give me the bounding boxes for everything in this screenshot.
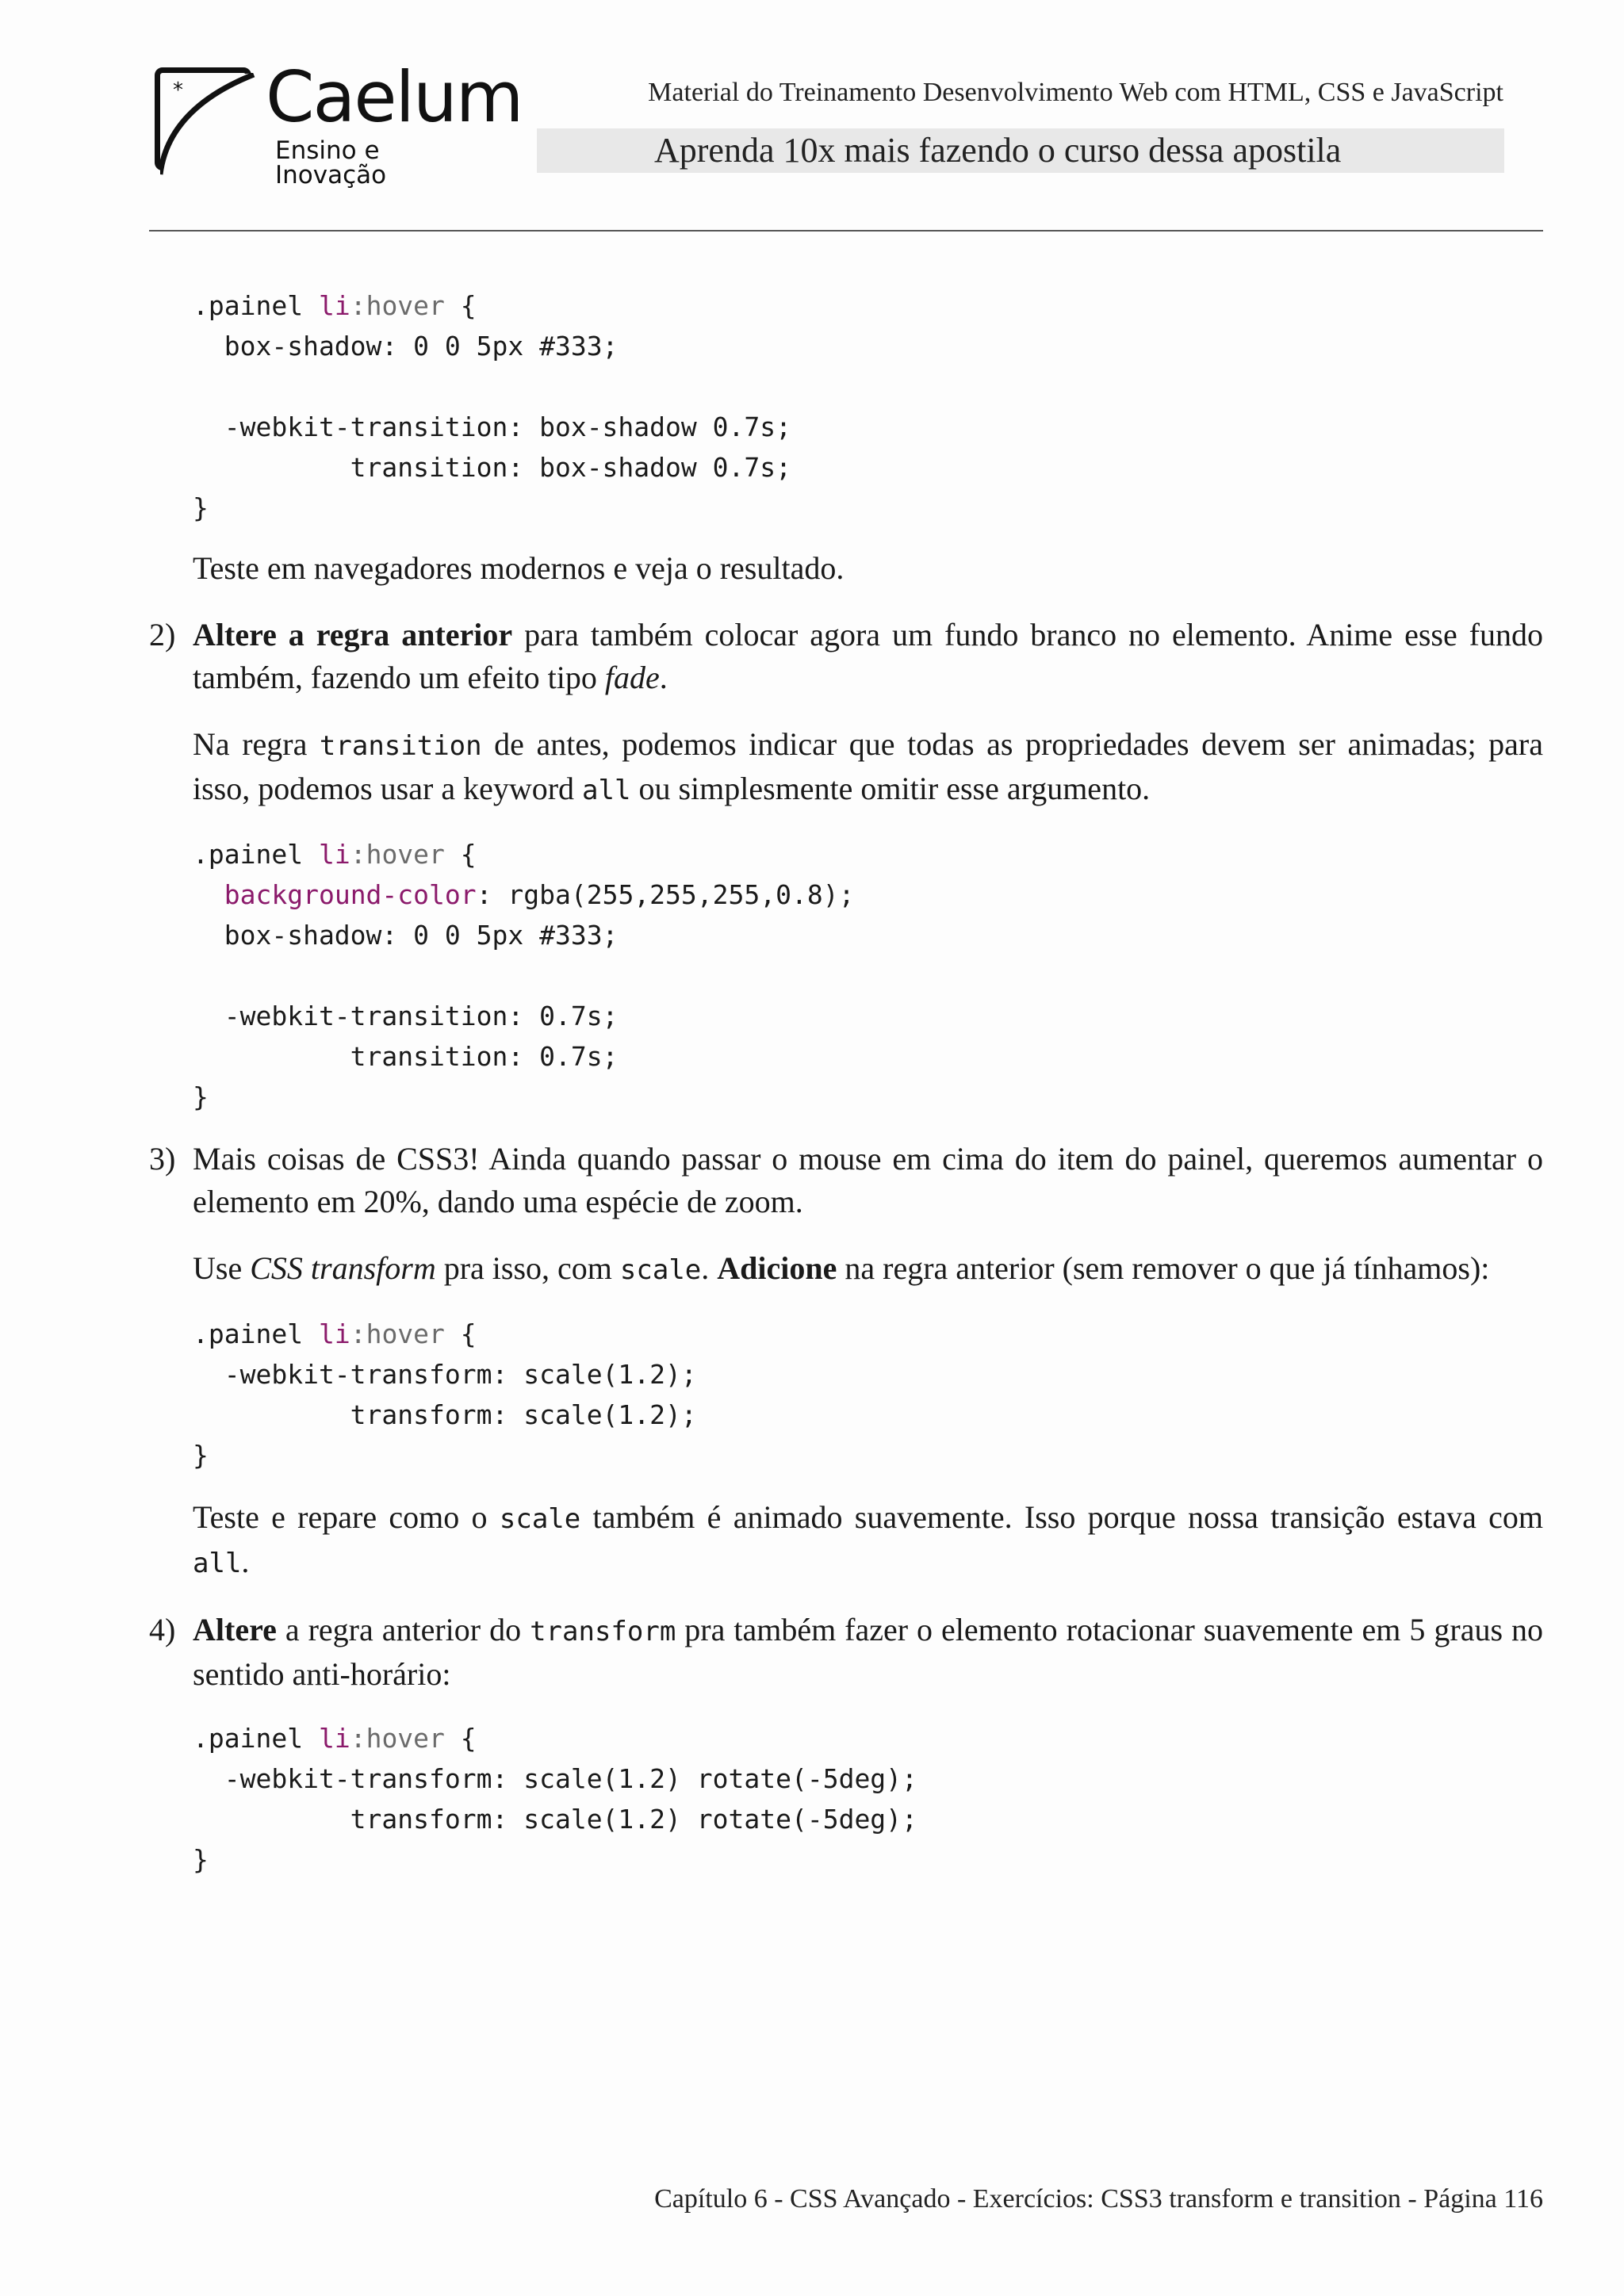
code-block-1: .painel li:hover { box-shadow: 0 0 5px #333; -webkit-transition: box-shadow 0.7s; transition: box-shadow 0.7s; } <box>193 290 791 523</box>
logo-wordmark: Caelum <box>266 56 523 138</box>
code-block-4: .painel li:hover { -webkit-transform: scale(1.2) rotate(-5deg); transform: scale(1.2) rotate(-5deg); } <box>193 1723 917 1875</box>
code-block-3: .painel li:hover { -webkit-transform: scale(1.2); transform: scale(1.2); } <box>193 1318 697 1471</box>
logo-mark <box>155 67 251 170</box>
item-3-text: Mais coisas de CSS3! Ainda quando passar o mouse em cima do item do painel, queremos aumentar o elemento em 20%, dando uma espécie de zoom. <box>193 1141 1543 1219</box>
item-2-explanation: Na regra transition de antes, podemos indicar que todas as propriedades devem ser animadas; para isso, podemos usar a keyword all ou simplesmente omitir esse argumento. <box>193 726 1544 806</box>
item-3-note: Teste e repare como o scale também é animado suavemente. Isso porque nossa transição estava com all. <box>193 1499 1543 1579</box>
item-number: 3) <box>149 1141 176 1177</box>
header-cta-text: Aprenda 10x mais fazendo o curso dessa apostila <box>654 131 1342 170</box>
item-number: 4) <box>149 1612 176 1647</box>
page-content <box>149 285 1543 1880</box>
paragraph-test: Teste em navegadores modernos e veja o resultado. <box>193 550 845 586</box>
logo-tagline: Ensino e Inovação <box>275 136 387 189</box>
code-block-2: .painel li:hover { background-color: rgba(255,255,255,0.8); box-shadow: 0 0 5px #333; -webkit-transition: 0.7s; transition: 0.7s; } <box>193 839 855 1112</box>
logo-mark-icon <box>160 73 257 176</box>
header-subtitle: Material do Treinamento Desenvolvimento Web com HTML, CSS e JavaScript <box>648 78 1503 107</box>
page-footer: Capítulo 6 - CSS Avançado - Exercícios: CSS3 transform e transition - Página 116 <box>654 2184 1543 2214</box>
header-cta-banner <box>537 128 1504 173</box>
header-divider <box>149 230 1543 232</box>
svg-text:*: * <box>173 78 183 102</box>
item-3-instruction: Use CSS transform pra isso, com scale. Adicione na regra anterior (sem remover o que já tínhamos): <box>193 1250 1490 1286</box>
item-number: 2) <box>149 617 176 652</box>
item-4-text: Altere a regra anterior do transform pra também fazer o elemento rotacionar suavemente em 5 graus no sentido anti-horário: <box>193 1612 1543 1692</box>
exercise-item-3 <box>149 1138 1543 1585</box>
item-2-text: Altere a regra anterior para também colocar agora um fundo branco no elemento. Anime esse fundo também, fazendo um efeito tipo fade. <box>193 617 1543 695</box>
exercise-item-2 <box>149 614 1543 1117</box>
caelum-logo <box>155 56 523 189</box>
exercise-item-4 <box>149 1609 1543 1880</box>
